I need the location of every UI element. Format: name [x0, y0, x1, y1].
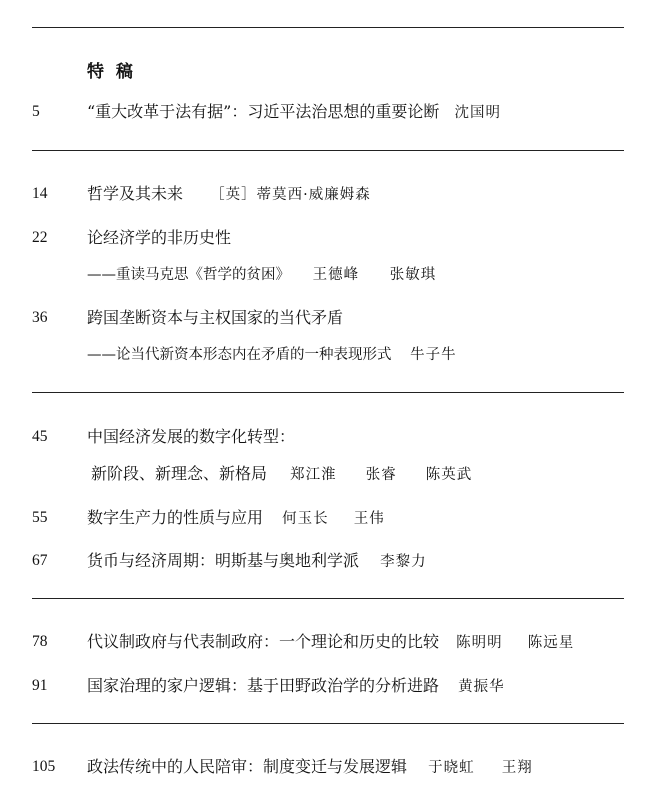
divider: [32, 392, 624, 393]
divider: [32, 723, 624, 724]
author: ［英］蒂莫西·威廉姆森: [210, 187, 371, 203]
author: 牛子牛: [410, 347, 457, 363]
page-number: 36: [32, 309, 48, 326]
section-heading: 特 稿: [87, 62, 136, 82]
author: 王翔: [501, 760, 533, 776]
article-title: 货币与经济周期：明斯基与奥地利学派: [87, 551, 360, 570]
author: 陈英武: [425, 467, 473, 483]
page-number: 22: [32, 229, 48, 246]
article-title: 代议制政府与代表制政府：一个理论和历史的比较: [87, 632, 440, 651]
author: 沈国明: [454, 105, 501, 121]
article-title: 论经济学的非历史性: [87, 228, 232, 247]
divider: [32, 598, 624, 599]
page-number: 91: [32, 677, 48, 694]
author: 郑江淮: [290, 467, 337, 483]
article-subtitle: 新阶段、新理念、新格局: [91, 464, 268, 483]
author: 张睿: [365, 467, 397, 483]
page-number: 67: [32, 552, 48, 569]
page-number: 55: [32, 509, 48, 526]
author: 陈远星: [527, 635, 575, 651]
article-title: “重大改革于法有据”：习近平法治思想的重要论断: [87, 102, 440, 121]
author: 李黎力: [380, 554, 427, 570]
author: 何玉长: [282, 511, 329, 527]
author: 于晓虹: [428, 760, 475, 776]
page-number: 45: [32, 428, 48, 445]
article-title: 中国经济发展的数字化转型：: [87, 427, 296, 446]
divider: [32, 27, 624, 28]
author: 陈明明: [456, 635, 503, 651]
article-title: 政法传统中的人民陪审：制度变迁与发展逻辑: [87, 757, 408, 776]
article-title: 数字生产力的性质与应用: [87, 508, 264, 527]
page-number: 14: [32, 185, 48, 202]
article-title: 国家治理的家户逻辑：基于田野政治学的分析进路: [87, 676, 440, 695]
author: 王伟: [353, 511, 385, 527]
page-number: 5: [32, 103, 40, 120]
page-number: 78: [32, 633, 48, 650]
article-subtitle: ——论当代新资本形态内在矛盾的一种表现形式: [87, 347, 392, 363]
divider: [32, 150, 624, 151]
page-number: 105: [32, 758, 56, 775]
author: 王德峰: [312, 267, 360, 283]
article-title: 哲学及其未来: [87, 184, 184, 203]
article-title: 跨国垄断资本与主权国家的当代矛盾: [87, 308, 344, 327]
article-subtitle: ——重读马克思《哲学的贫困》: [87, 267, 290, 283]
author: 黄振华: [458, 679, 505, 695]
author: 张敏琪: [389, 267, 437, 283]
